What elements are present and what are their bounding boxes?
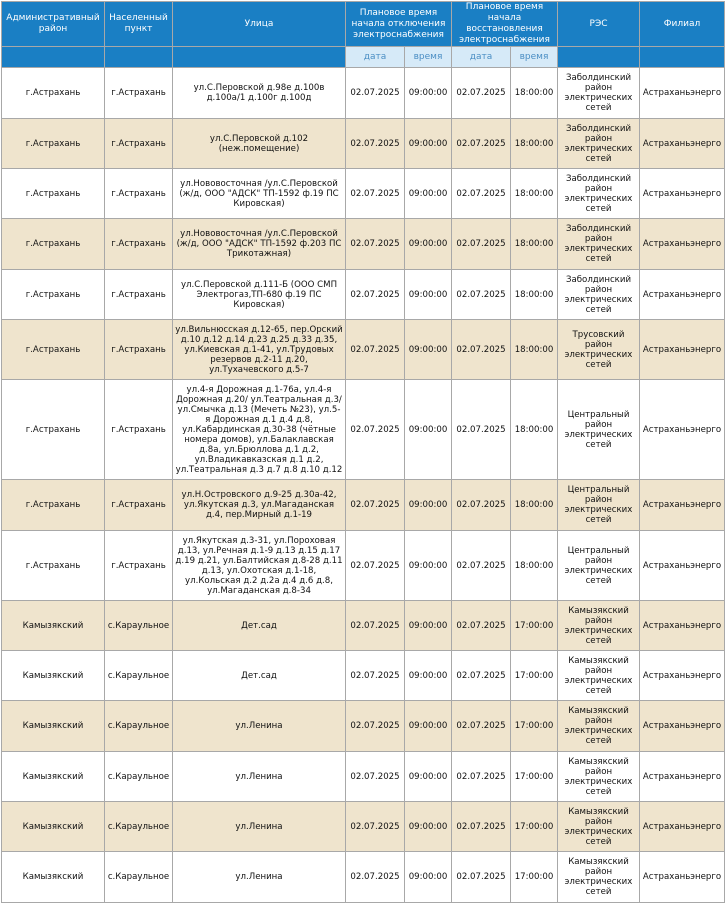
cell-street: ул.Нововосточная /ул.С.Перовской (ж/д, ООО "АДСК" ТП-1592 ф.203 ПС Трикотажная) <box>173 219 346 270</box>
cell-off-date: 02.07.2025 <box>346 651 405 701</box>
cell-locality: г.Астрахань <box>105 380 173 480</box>
cell-on-time: 17:00:00 <box>511 701 558 752</box>
table-body <box>2 68 725 903</box>
cell-on-date: 02.07.2025 <box>452 68 511 119</box>
table-row <box>2 531 725 601</box>
cell-on-date: 02.07.2025 <box>452 219 511 270</box>
outage-table <box>1 1 725 903</box>
cell-off-time: 09:00:00 <box>405 651 452 701</box>
subheader-off-time: время <box>405 47 452 68</box>
cell-street: ул.Нововосточная /ул.С.Перовской (ж/д, ООО "АДСК" ТП-1592 ф.19 ПС Кировская) <box>173 169 346 219</box>
cell-off-date: 02.07.2025 <box>346 531 405 601</box>
cell-on-time: 18:00:00 <box>511 480 558 531</box>
cell-branch: Астраханьэнерго <box>640 531 725 601</box>
subheader-blank <box>558 47 640 68</box>
cell-on-time: 18:00:00 <box>511 380 558 480</box>
cell-res: Камызякский район электрических сетей <box>558 852 640 903</box>
cell-off-date: 02.07.2025 <box>346 169 405 219</box>
cell-off-date: 02.07.2025 <box>346 480 405 531</box>
cell-on-date: 02.07.2025 <box>452 119 511 169</box>
cell-res: Заболдинский район электрических сетей <box>558 119 640 169</box>
cell-on-date: 02.07.2025 <box>452 531 511 601</box>
table-row <box>2 852 725 903</box>
cell-off-time: 09:00:00 <box>405 852 452 903</box>
cell-on-time: 17:00:00 <box>511 752 558 802</box>
cell-locality: с.Караульное <box>105 651 173 701</box>
cell-locality: г.Астрахань <box>105 169 173 219</box>
cell-on-date: 02.07.2025 <box>452 270 511 320</box>
cell-res: Заболдинский район электрических сетей <box>558 68 640 119</box>
cell-street: Дет.сад <box>173 651 346 701</box>
subheader-on-time: время <box>511 47 558 68</box>
cell-res: Заболдинский район электрических сетей <box>558 169 640 219</box>
cell-on-time: 17:00:00 <box>511 802 558 852</box>
header-res: РЭС <box>558 2 640 47</box>
cell-district: г.Астрахань <box>2 380 105 480</box>
subheader-blank <box>105 47 173 68</box>
cell-locality: г.Астрахань <box>105 480 173 531</box>
cell-locality: г.Астрахань <box>105 219 173 270</box>
table-row <box>2 169 725 219</box>
cell-off-date: 02.07.2025 <box>346 852 405 903</box>
cell-branch: Астраханьэнерго <box>640 219 725 270</box>
header-branch: Филиал <box>640 2 725 47</box>
cell-district: г.Астрахань <box>2 169 105 219</box>
cell-off-time: 09:00:00 <box>405 119 452 169</box>
cell-district: г.Астрахань <box>2 68 105 119</box>
cell-off-time: 09:00:00 <box>405 531 452 601</box>
cell-branch: Астраханьэнерго <box>640 651 725 701</box>
cell-off-time: 09:00:00 <box>405 601 452 651</box>
cell-branch: Астраханьэнерго <box>640 119 725 169</box>
table-row <box>2 802 725 852</box>
cell-off-time: 09:00:00 <box>405 802 452 852</box>
cell-locality: с.Караульное <box>105 601 173 651</box>
cell-branch: Астраханьэнерго <box>640 380 725 480</box>
cell-district: г.Астрахань <box>2 219 105 270</box>
table-row <box>2 701 725 752</box>
header-row <box>2 2 725 47</box>
cell-res: Камызякский район электрических сетей <box>558 701 640 752</box>
cell-branch: Астраханьэнерго <box>640 601 725 651</box>
cell-off-time: 09:00:00 <box>405 701 452 752</box>
subheader-blank <box>2 47 105 68</box>
cell-district: Камызякский <box>2 852 105 903</box>
cell-branch: Астраханьэнерго <box>640 68 725 119</box>
cell-off-date: 02.07.2025 <box>346 119 405 169</box>
cell-res: Камызякский район электрических сетей <box>558 802 640 852</box>
cell-district: г.Астрахань <box>2 320 105 380</box>
cell-branch: Астраханьэнерго <box>640 802 725 852</box>
cell-locality: г.Астрахань <box>105 531 173 601</box>
table-row <box>2 68 725 119</box>
cell-res: Центральный район электрических сетей <box>558 531 640 601</box>
cell-branch: Астраханьэнерго <box>640 320 725 380</box>
cell-street: ул.Вильнюсская д.12-65, пер.Орский д.10 д.12 д.14 д.23 д.25 д.33 д.35, ул.Киевская д.1-41, ул.Трудовых резервов д.2-11 д.20, ул.Тухачевского д.5-7 <box>173 320 346 380</box>
cell-district: Камызякский <box>2 802 105 852</box>
cell-off-date: 02.07.2025 <box>346 270 405 320</box>
header-locality: Населенный пункт <box>105 2 173 47</box>
cell-district: г.Астрахань <box>2 480 105 531</box>
cell-street: ул.Ленина <box>173 802 346 852</box>
cell-street: ул.Ленина <box>173 752 346 802</box>
cell-locality: г.Астрахань <box>105 119 173 169</box>
cell-res: Камызякский район электрических сетей <box>558 651 640 701</box>
cell-res: Заболдинский район электрических сетей <box>558 219 640 270</box>
cell-street: ул.Н.Островского д.9-25 д.30а-42, ул.Якутская д.3, ул.Магаданская д.4, пер.Мирный д.1-19 <box>173 480 346 531</box>
cell-off-time: 09:00:00 <box>405 270 452 320</box>
cell-branch: Астраханьэнерго <box>640 169 725 219</box>
subheader-blank <box>640 47 725 68</box>
cell-off-time: 09:00:00 <box>405 68 452 119</box>
cell-street: ул.Ленина <box>173 701 346 752</box>
cell-res: Заболдинский район электрических сетей <box>558 270 640 320</box>
cell-off-date: 02.07.2025 <box>346 380 405 480</box>
cell-on-time: 17:00:00 <box>511 601 558 651</box>
cell-on-date: 02.07.2025 <box>452 651 511 701</box>
subheader-blank <box>173 47 346 68</box>
cell-res: Центральный район электрических сетей <box>558 480 640 531</box>
cell-on-date: 02.07.2025 <box>452 380 511 480</box>
cell-on-date: 02.07.2025 <box>452 480 511 531</box>
cell-on-time: 18:00:00 <box>511 531 558 601</box>
cell-street: ул.Якутская д.3-31, ул.Пороховая д.13, ул.Речная д.1-9 д.13 д.15 д.17 д.19 д.21, ул.Балтийская д.8-28 д.11 д.13, ул.Охотская д.1-18, ул.Кольская д.2 д.2а д.4 д.6 д.8, ул.Магаданская д.8-34 <box>173 531 346 601</box>
cell-on-time: 18:00:00 <box>511 68 558 119</box>
cell-on-time: 17:00:00 <box>511 852 558 903</box>
cell-on-time: 18:00:00 <box>511 270 558 320</box>
cell-district: г.Астрахань <box>2 270 105 320</box>
cell-on-time: 18:00:00 <box>511 169 558 219</box>
cell-locality: г.Астрахань <box>105 68 173 119</box>
cell-street: Дет.сад <box>173 601 346 651</box>
cell-branch: Астраханьэнерго <box>640 701 725 752</box>
cell-branch: Астраханьэнерго <box>640 480 725 531</box>
cell-off-time: 09:00:00 <box>405 320 452 380</box>
cell-off-date: 02.07.2025 <box>346 601 405 651</box>
cell-district: Камызякский <box>2 752 105 802</box>
cell-off-date: 02.07.2025 <box>346 752 405 802</box>
cell-on-time: 18:00:00 <box>511 119 558 169</box>
cell-district: Камызякский <box>2 601 105 651</box>
cell-on-date: 02.07.2025 <box>452 802 511 852</box>
cell-street: ул.4-я Дорожная д.1-76а, ул.4-я Дорожная д.20/ ул.Театральная д.3/ ул.Смычка д.13 (Мечеть №23), ул.5-я Дорожная д.1 д.4 д.8, ул.Кабардинская д.30-38 (чётные номера домов), ул.Балаклавская д.8а, ул.Брюллова д.1 д.2, ул.Владикавказская д.1 д.2, ул.Театральная д.3 д.7 д.8 д.10 д.12 <box>173 380 346 480</box>
subheader-off-date: дата <box>346 47 405 68</box>
cell-street: ул.С.Перовской д.111-Б (ООО СМП Электрогаз,ТП-680 ф.19 ПС Кировская) <box>173 270 346 320</box>
cell-locality: с.Караульное <box>105 701 173 752</box>
cell-branch: Астраханьэнерго <box>640 852 725 903</box>
cell-on-time: 17:00:00 <box>511 651 558 701</box>
table-row <box>2 119 725 169</box>
cell-on-date: 02.07.2025 <box>452 601 511 651</box>
cell-off-time: 09:00:00 <box>405 480 452 531</box>
cell-locality: г.Астрахань <box>105 270 173 320</box>
header-off-time: Плановое время начала отключения электроснабжения <box>346 2 452 47</box>
header-district: Административный район <box>2 2 105 47</box>
cell-district: г.Астрахань <box>2 119 105 169</box>
cell-branch: Астраханьэнерго <box>640 270 725 320</box>
cell-res: Камызякский район электрических сетей <box>558 752 640 802</box>
cell-res: Центральный район электрических сетей <box>558 380 640 480</box>
cell-locality: г.Астрахань <box>105 320 173 380</box>
header-restore-time: Плановое время начала восстановления электроснабжения <box>452 2 558 47</box>
table-row <box>2 601 725 651</box>
cell-off-time: 09:00:00 <box>405 219 452 270</box>
header-street: Улица <box>173 2 346 47</box>
cell-district: Камызякский <box>2 651 105 701</box>
cell-locality: с.Караульное <box>105 752 173 802</box>
cell-street: ул.Ленина <box>173 852 346 903</box>
cell-on-date: 02.07.2025 <box>452 701 511 752</box>
table-row <box>2 219 725 270</box>
cell-off-time: 09:00:00 <box>405 169 452 219</box>
table-row <box>2 480 725 531</box>
table-row <box>2 752 725 802</box>
cell-res: Трусовский район электрических сетей <box>558 320 640 380</box>
cell-locality: с.Караульное <box>105 852 173 903</box>
cell-off-date: 02.07.2025 <box>346 802 405 852</box>
cell-off-time: 09:00:00 <box>405 752 452 802</box>
cell-off-date: 02.07.2025 <box>346 219 405 270</box>
cell-off-time: 09:00:00 <box>405 380 452 480</box>
cell-on-time: 18:00:00 <box>511 219 558 270</box>
cell-on-date: 02.07.2025 <box>452 852 511 903</box>
cell-on-time: 18:00:00 <box>511 320 558 380</box>
cell-off-date: 02.07.2025 <box>346 68 405 119</box>
cell-street: ул.С.Перовской д.98е д.100в д.100а/1 д.100г д.100д <box>173 68 346 119</box>
subheader-on-date: дата <box>452 47 511 68</box>
cell-res: Камызякский район электрических сетей <box>558 601 640 651</box>
cell-on-date: 02.07.2025 <box>452 320 511 380</box>
table-row <box>2 651 725 701</box>
cell-on-date: 02.07.2025 <box>452 752 511 802</box>
subheader-row <box>2 47 725 68</box>
cell-district: Камызякский <box>2 701 105 752</box>
cell-branch: Астраханьэнерго <box>640 752 725 802</box>
cell-on-date: 02.07.2025 <box>452 169 511 219</box>
cell-district: г.Астрахань <box>2 531 105 601</box>
cell-locality: с.Караульное <box>105 802 173 852</box>
table-row <box>2 380 725 480</box>
cell-street: ул.С.Перовской д.102 (неж.помещение) <box>173 119 346 169</box>
cell-off-date: 02.07.2025 <box>346 701 405 752</box>
table-row <box>2 320 725 380</box>
table-row <box>2 270 725 320</box>
cell-off-date: 02.07.2025 <box>346 320 405 380</box>
